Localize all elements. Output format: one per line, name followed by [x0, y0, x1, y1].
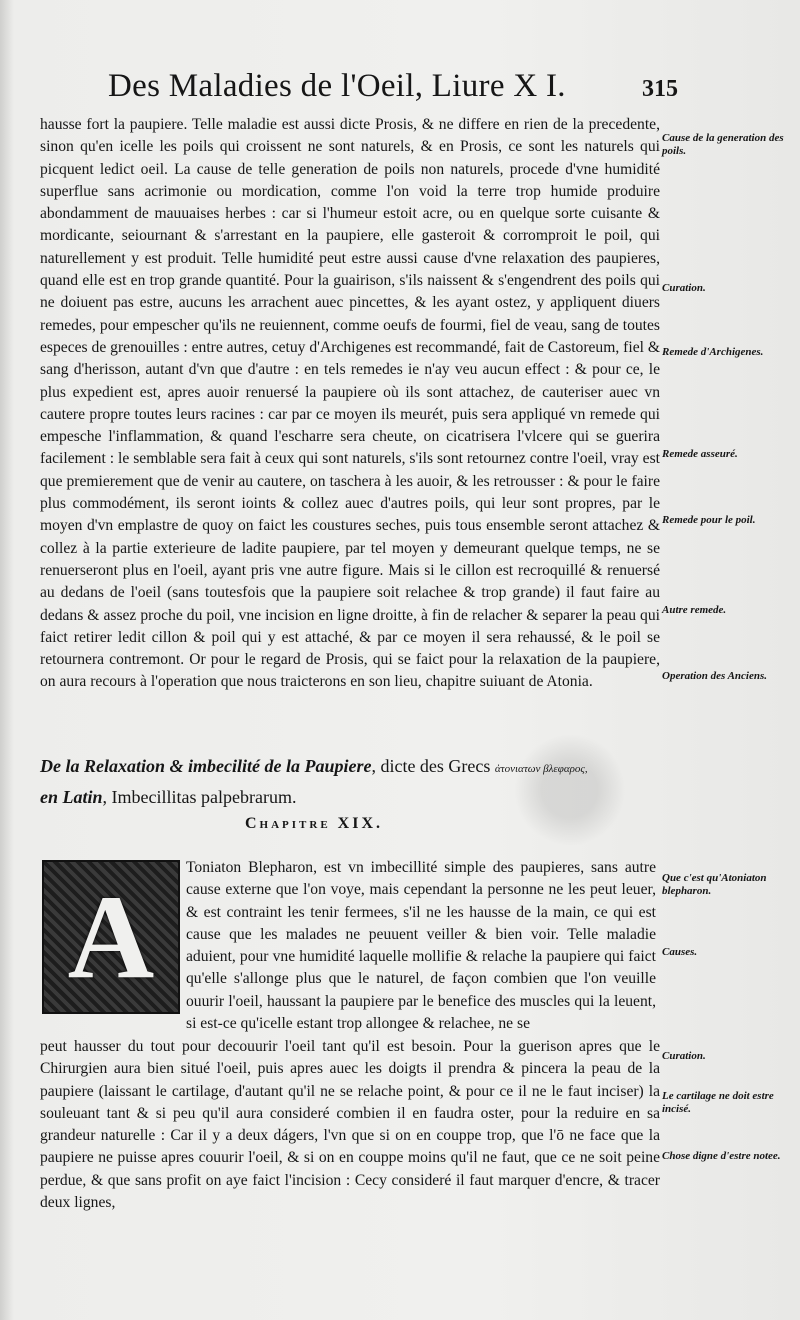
paragraph-text: hausse fort la paupiere. Telle maladie est aussi dicte Prosis, & ne differe en rien de la precedente, sinon qu'en icelle les poils qui croissent ne sont naturels, & en Prosis, ce sont les naturels qui picquent ledict oeil. La cause de telle generation de poils non naturels, procede d'vne humidité superflue sans acrimonie ou mordication, comme l'on void la terre trop humide produire abondamment de mauuaises herbes : car si l'humeur estoit acre, ou en quelque sorte cuisante & mordicante, seiournant & s'arrestant en la paupiere, elle gasteroit & corromproit le poil, qui naturellement y est produit. Telle humidité peut estre aussi cause d'vne relaxation des paupieres, quand elle est en trop grande quantité. Pour la guairison, s'ils naissent & s'engendrent des poils qui ne doiuent pas estre, aucuns les arrachent auec pincettes, & les ayant ostez, y appliquent diuers remedes, pour empescher qu'ils ne reuiennent, comme oeufs de fourmi, fiel de veau, sang de toutes especes de grenouilles : entre autres, cetuy d'Archigenes est recommandé, fait de Castoreum, fiel & sang d'herisson, autant d'vn que d'autre : en tels remedes ie n'ay veu aucun effect : & pour ce, le plus expedient est, apres auoir renuersé la paupiere où ils sont attachez, de cauteriser auec vn cautere propre toutes leurs racines : car par ce moyen ils meurét, puis sera appliqué vn remede qui empesche l'inflammation, & quand l'escharre sera cheute, on cicatrisera l'vlcere qui se guerira facilement : le semblable sera fait à ceux qui sont naturels, s'ils sont retournez contre l'oeil, vray est que premierement que de venir au cautere, on taschera à les auoir, & les retrousser : & pour le faire plus commodément, ils seront ioints & collez auec d'autres poils, qui leur sont propres, par le moyen d'vn emplastre de quoy on faict les coustures seches, puis tous ensemble seront attachez & collez à la partie exterieure de ladite paupiere, par tel moyen y demeurant quelque temps, ne se renuerseront plus en l'oeil, ayant pris vne autre figure. Mais si le cillon est recroquillé & renuersé au dedans de l'oeil (sans toutesfois que la paupiere soit relachee & trop grande) il faut faire au dedans & assez proche du poil, vne incision en ligne droitte, à fin de relacher & separer la peau qui faict retirer ledit cillon & poil qui y est attaché, & par ce moyen il sera rehaussé, & le poil se retournera contremont. Or pour le regard de Prosis, qui se faict pour la relaxation de la paupiere, on aura recours à l'operation que nous traicterons en son lieu, chapitre suiuant de Atonia. — [40, 116, 660, 691]
drop-cap-letter: A — [67, 870, 155, 1003]
margin-note: Curation. — [662, 1050, 706, 1062]
margin-note: Causes. — [662, 946, 698, 958]
chapter-title: Chapitre XIX. — [245, 815, 384, 832]
paragraph-text: peut hausser du tout pour decouurir l'oeil tant qu'il est besoin. Pour la guerison apres que le Chirurgien aura bien situé l'oeil, puis apres auec les doigts il prendra & pincera la peau de la paupiere (laissant le cartilage, d'autant qu'il ne se relache point, & pour ce il ne le faut inciser) la souleuant tant & si peu qu'il aura consideré combien il en faudra oster, pour la reduire en sa grandeur naturelle : Car il y a deux dágers, l'vn que si on en couppe trop, que l'ō ne face que la paupiere ne puisse apres couurir l'oeil, & si on en couppe moins qu'il ne faut, que ce ne soit peine perdue, & que sans profit on aye faict l'incision : Cecy consideré il faut marquer d'encre, & tracer deux lignes, — [40, 1038, 660, 1212]
running-title: Des Maladies de l'Oeil, Liure X I. — [108, 68, 566, 104]
margin-note: Chose digne d'estre notee. — [662, 1150, 781, 1162]
heading-line2-italic: en Latin — [40, 787, 103, 807]
page-header — [108, 68, 678, 108]
margin-note: Autre remede. — [662, 604, 727, 616]
ornamental-drop-cap — [42, 860, 180, 1014]
margin-note: Le cartilage ne doit estre incisé. — [662, 1090, 774, 1115]
heading-line2-rest: , Imbecillitas palpebrarum. — [102, 787, 297, 807]
paragraph-atonia-intro — [186, 857, 656, 1035]
margin-note: Que c'est qu'Atoniaton blepharon. — [662, 872, 767, 897]
section-heading — [40, 752, 680, 811]
heading-italic: De la Relaxation & imbecilité de la Paupiere — [40, 756, 372, 776]
page-number: 315 — [642, 76, 678, 102]
paragraph-prosis — [40, 114, 660, 694]
heading-greek: ἀτονιατων βλεφαρος, — [494, 763, 588, 775]
margin-note: Curation. — [662, 282, 706, 294]
margin-note: Cause de la generation des poils. — [662, 132, 784, 157]
margin-note: Remede pour le poil. — [662, 514, 756, 526]
margin-note: Operation des Anciens. — [662, 670, 768, 682]
heading-rest: , dicte des Grecs — [371, 756, 491, 776]
paragraph-text: Toniaton Blepharon, est vn imbecillité simple des paupieres, sans autre cause externe que l'on voye, mais cependant la personne ne les peut leuer, & est contraint les tenir fermees, s'il ne les hausse de la main, ce qui est cause que les malades ne peuuent veiller & bien voir. Telle maladie aduient, pour vne humidité laquelle mollifie & relache la paupiere qui faict qu'elle s'allonge plus que le naturel, de façon combien que l'on veuille ouurir l'oeil, haussant la paupiere par le benefice des muscles qui la leuent, si est-ce qu'icelle estant trop allongee & relachee, ne se — [186, 859, 656, 1033]
paragraph-atonia-cure — [40, 1036, 660, 1214]
margin-note: Remede asseuré. — [662, 448, 738, 460]
margin-note: Remede d'Archigenes. — [662, 346, 764, 358]
